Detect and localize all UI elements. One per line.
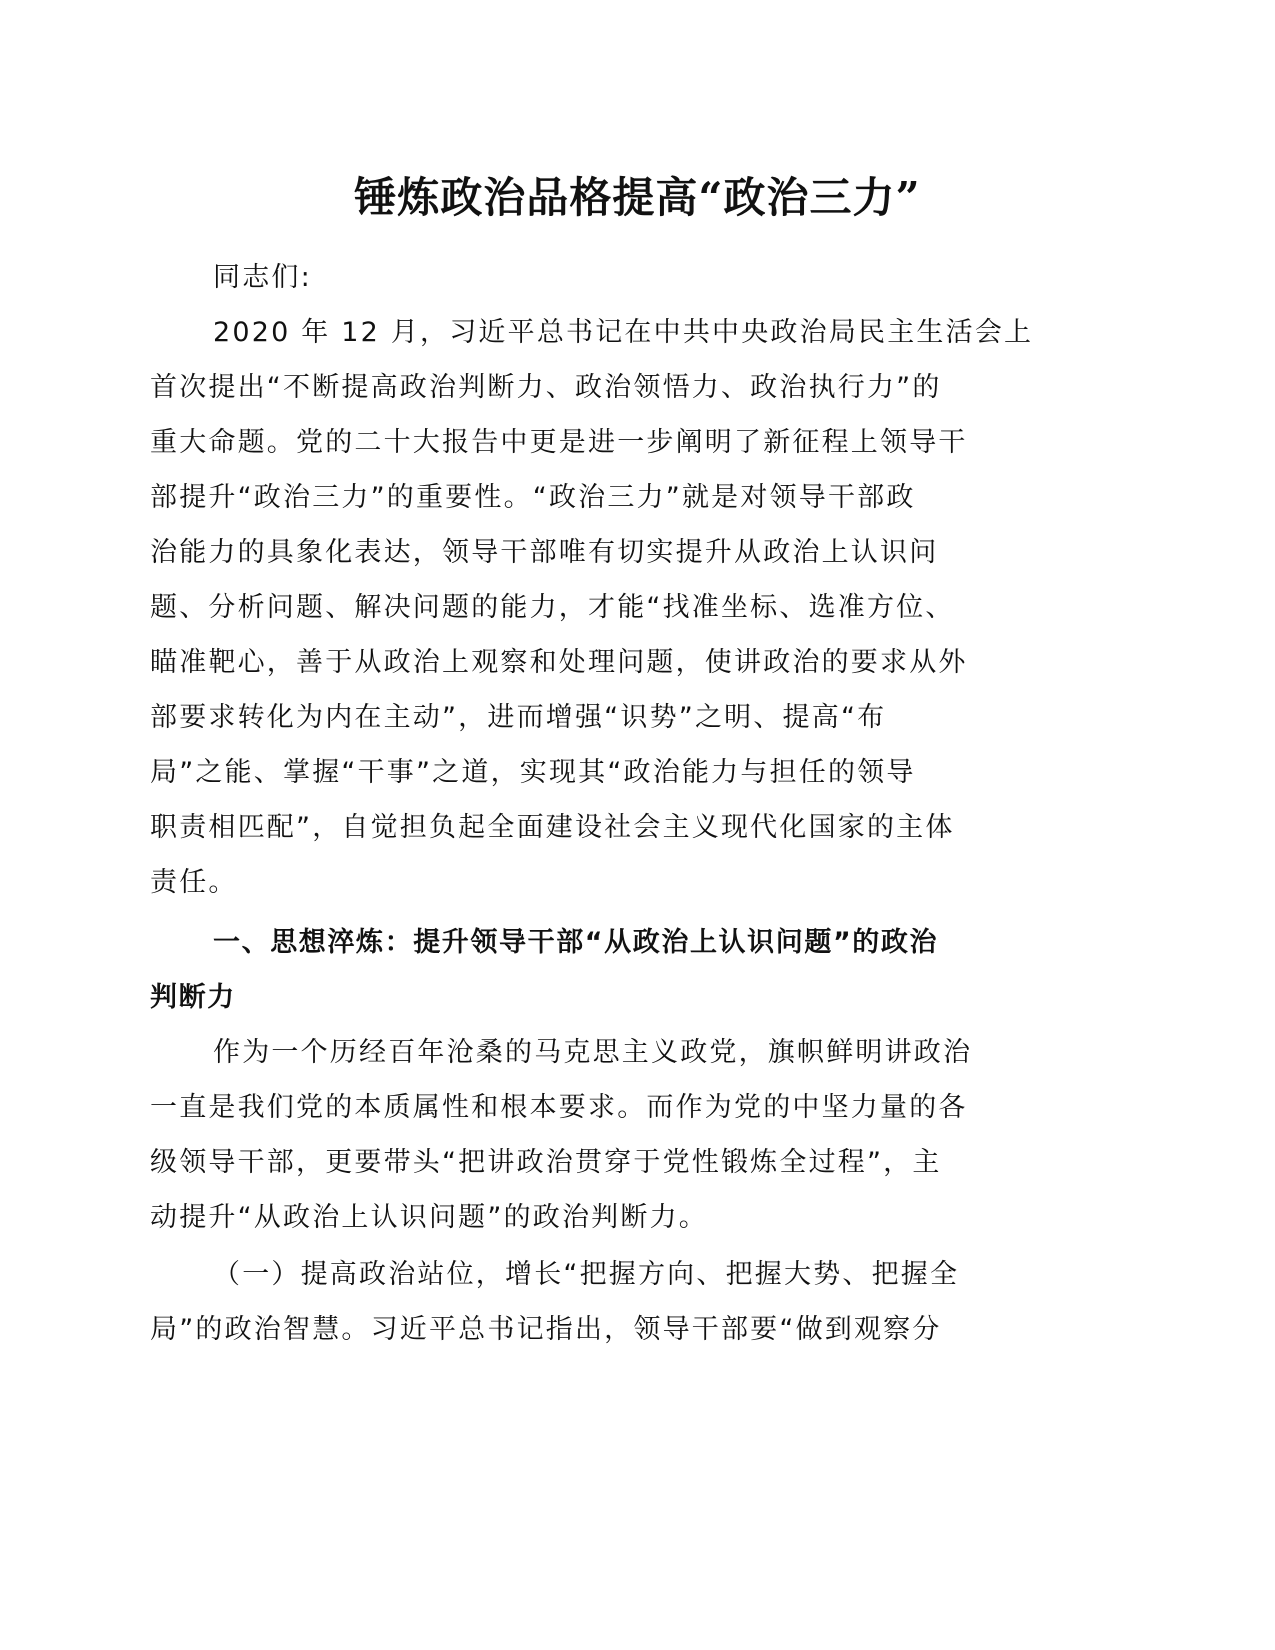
intro-line: 部提升“政治三力”的重要性。“政治三力”就是对领导干部政 [150,482,916,513]
intro-line: 局”之能、掌握“干事”之道，实现其“政治能力与担任的领导 [150,757,916,788]
intro-line: 题、分析问题、解决问题的能力，才能“找准坐标、选准方位、 [150,592,955,623]
intro-line: 责任。 [150,867,238,898]
intro-line: 治能力的具象化表达，领导干部唯有切实提升从政治上认识问 [150,537,939,568]
intro-line: 2020 年 12 月，习近平总书记在中共中央政治局民主生活会上 [213,317,1034,348]
section-paragraph-line: 级领导干部，更要带头“把讲政治贯穿于党性锻炼全过程”，主 [150,1147,942,1178]
intro-line: 首次提出“不断提高政治判断力、政治领悟力、政治执行力”的 [150,372,942,403]
subsection-line: 局”的政治智慧。习近平总书记指出，领导干部要“做到观察分 [150,1314,942,1345]
intro-line: 职责相匹配”，自觉担负起全面建设社会主义现代化国家的主体 [150,812,955,843]
salutation: 同志们: [213,262,312,293]
subsection-line: （一）提高政治站位，增长“把握方向、把握大势、把握全 [213,1259,960,1290]
section-heading: 一、思想淬炼：提升领导干部“从政治上认识问题”的政治 [213,927,939,958]
section-paragraph-line: 一直是我们党的本质属性和根本要求。而作为党的中坚力量的各 [150,1092,968,1123]
intro-line: 重大命题。党的二十大报告中更是进一步阐明了新征程上领导干 [150,427,968,458]
intro-line: 瞄准靶心，善于从政治上观察和处理问题，使讲政治的要求从外 [150,647,968,678]
intro-line: 部要求转化为内在主动”，进而增强“识势”之明、提高“布 [150,702,887,733]
document-title: 锤炼政治品格提高“政治三力” [354,173,921,222]
section-paragraph-line: 动提升“从政治上认识问题”的政治判断力。 [150,1202,708,1233]
section-heading: 判断力 [150,982,236,1013]
section-paragraph-line: 作为一个历经百年沧桑的马克思主义政党，旗帜鲜明讲政治 [213,1037,973,1068]
